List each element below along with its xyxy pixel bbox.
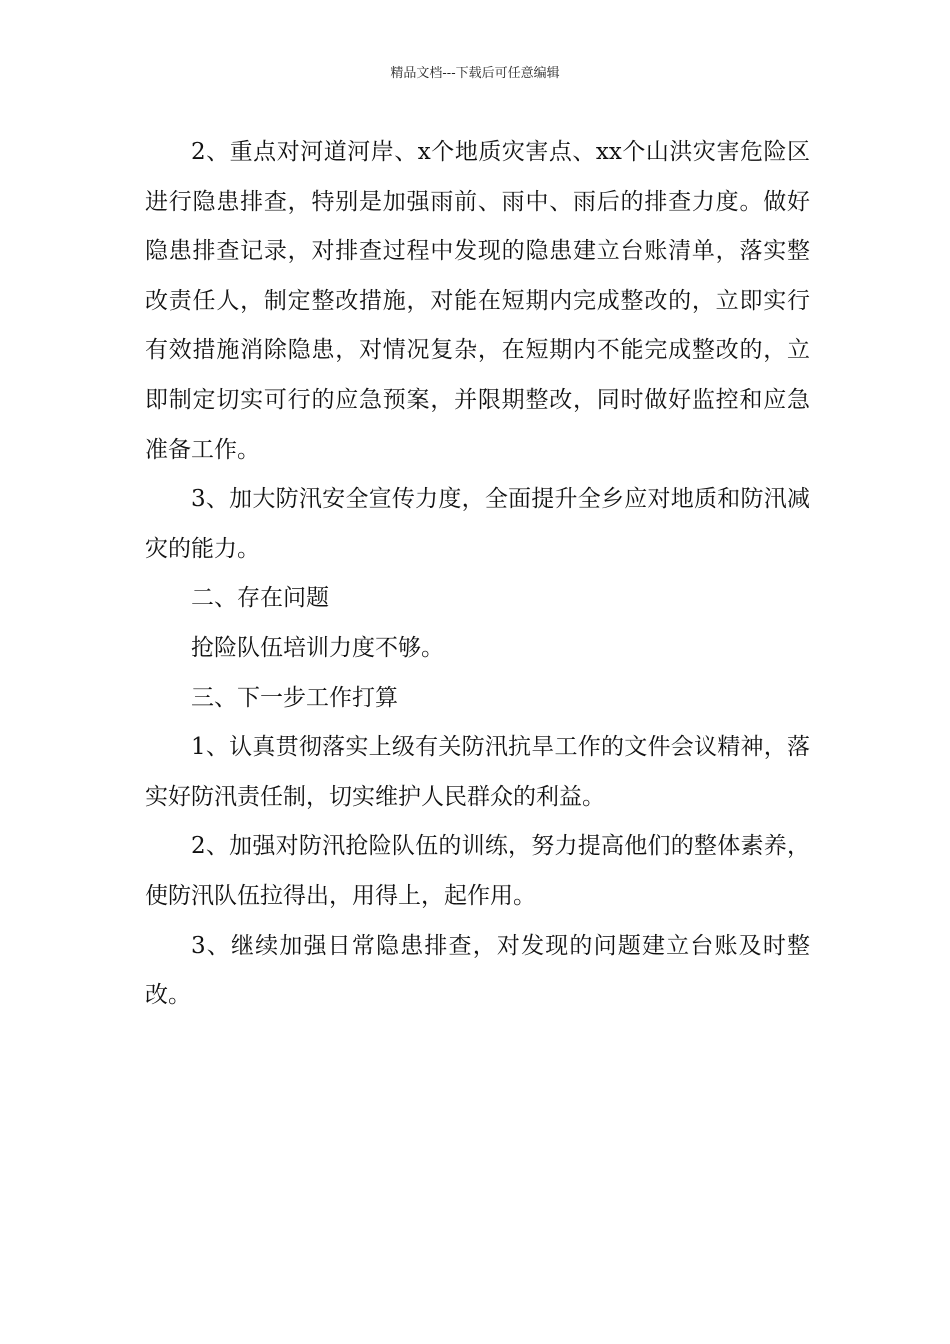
page-header: 精品文档---下载后可任意编辑: [390, 66, 560, 81]
document-body: [145, 128, 810, 1021]
paragraph-next-step-2: 2、加强对防汛抢险队伍的训练，努力提高他们的整体素养，使防汛队伍拉得出，用得上，起作用。: [145, 833, 810, 909]
paragraph-hazard-inspection: 2、重点对河道河岸、x个地质灾害点、xx个山洪灾害危险区进行隐患排查，特别是加强雨前、雨中、雨后的排查力度。做好隐患排查记录，对排查过程中发现的隐患建立台账清单，落实整改责任人，制定整改措施，对能在短期内完成整改的，立即实行有效措施消除隐患，对情况复杂，在短期内不能完成整改的，立即制定切实可行的应急预案，并限期整改，同时做好监控和应急准备工作。: [145, 139, 810, 463]
paragraph-problem-training: 抢险队伍培训力度不够。: [191, 634, 444, 661]
paragraph-publicity: 3、加大防汛安全宣传力度，全面提升全乡应对地质和防汛减灾的能力。: [145, 486, 810, 562]
section-heading-problems: 二、存在问题: [191, 585, 329, 612]
paragraph-next-step-3: 3、继续加强日常隐患排查，对发现的问题建立台账及时整改。: [145, 932, 810, 1009]
paragraph-next-step-1: 1、认真贯彻落实上级有关防汛抗旱工作的文件会议精神，落实好防汛责任制，切实维护人民群众的利益。: [145, 734, 810, 810]
section-heading-next-steps: 三、下一步工作打算: [191, 684, 398, 711]
